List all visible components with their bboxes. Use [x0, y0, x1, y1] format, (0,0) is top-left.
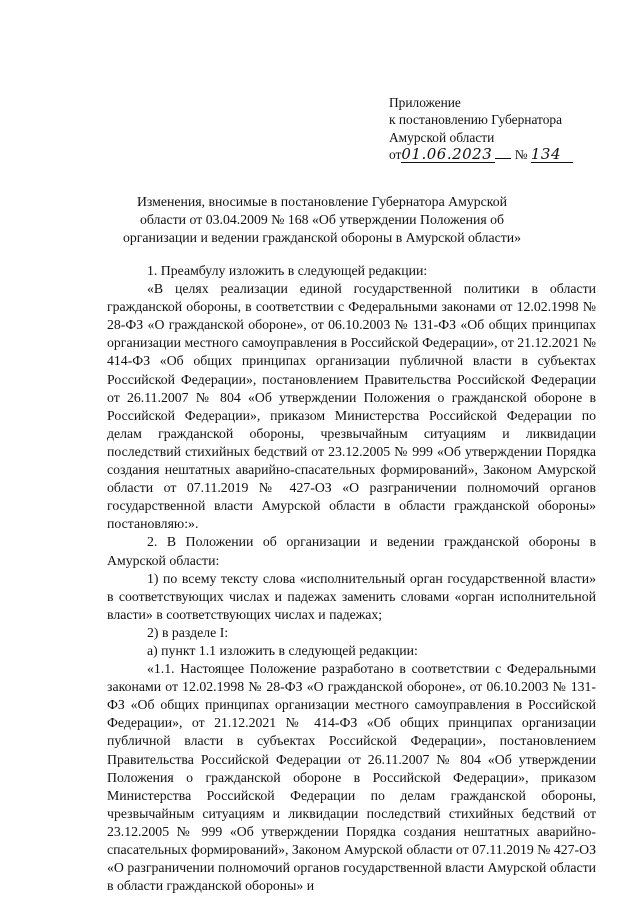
appendix-label: Приложение: [389, 95, 461, 110]
date-prefix: от: [389, 147, 402, 163]
date-underline-gap: [495, 158, 511, 159]
date-number-row: [389, 146, 573, 163]
paragraph: 1) по всему тексту слова «исполнительный орган государственной власти» в соответствующих числах и падежах заменить словами «орган исполнительной власти» в соответствующих числах и падежах;: [107, 570, 596, 622]
paragraph: «В целях реализации единой государственной политики в области гражданской обороны, в соответствии с Федеральными законами от 12.02.1998 № 28-ФЗ «О гражданской обороне», от 06.10.2003 № 131-ФЗ «Об общих принципах организации местного самоуправления в Российской Федерации», от 21.12.2021 № 414-ФЗ «Об общих принципах организации публичной власти в субъектах Российской Федерации», постановлением Правительства Российской Федерации от 26.11.2007 № 804 «Об утверждении Положения о гражданской обороне в Российской Федерации», приказом Министерства Российской Федерации по делам гражданской обороны, чрезвычайным ситуациям и ликвидации последствий стихийных бедствий от 23.12.2005 № 999 «Об утверждении Порядка создания нештатных аварийно-спасательных формирований», Законом Амурской области от 07.11.2019 № 427-ОЗ «О разграничении полномочий органов государственной власти Амурской области в области гражданской обороны» постановляю:».: [107, 281, 596, 532]
paragraph: 2. В Положении об организации и ведении гражданской обороны в Амурской области:: [107, 534, 596, 568]
document-body: [107, 262, 596, 895]
number-prefix: №: [514, 147, 528, 163]
paragraph: 1. Преамбулу изложить в следующей редакции:: [147, 263, 428, 278]
appendix-block: [389, 94, 573, 164]
appendix-line-2: к постановлению Губернатора: [389, 112, 563, 128]
paragraph: 2) в разделе I:: [147, 624, 229, 640]
paragraph: «1.1. Настоящее Положение разработано в соответствии с Федеральными законами от 12.02.1998 № 28-ФЗ «О гражданской обороне», от 06.10.2003 № 131-ФЗ «Об общих принципах организации местного самоуправления в Российской Федерации», от 21.12.2021 № 414-ФЗ «Об общих принципах организации публичной власти в субъектах Российской Федерации», постановлением Правительства Российской Федерации от 26.11.2007 № 804 «Об утверждении Положения о гражданской обороне в Российской Федерации», приказом Министерства Российской Федерации по делам гражданской обороны, чрезвычайным ситуациям и ликвидации последствий стихийных бедствий от 23.12.2005 № 999 «Об утверждении Порядка создания нештатных аварийно-спасательных формирований», Законом Амурской области от 07.11.2019 № 427-ОЗ «О разграничении полномочий органов государственной власти Амурской области в области гражданской обороны» и: [107, 661, 596, 894]
paragraph: а) пункт 1.1 изложить в следующей редакции:: [147, 642, 418, 658]
handwritten-number: 134: [531, 146, 573, 163]
appendix-line-3: Амурской области: [389, 129, 495, 145]
document-title: Изменения, вносимые в постановление Губернатора Амурской области от 03.04.2009 № 168 «Об утверждении Положения об организации и ведении гражданской обороны в Амурской области»: [122, 194, 522, 245]
handwritten-date: 01.06.2023: [401, 146, 495, 163]
